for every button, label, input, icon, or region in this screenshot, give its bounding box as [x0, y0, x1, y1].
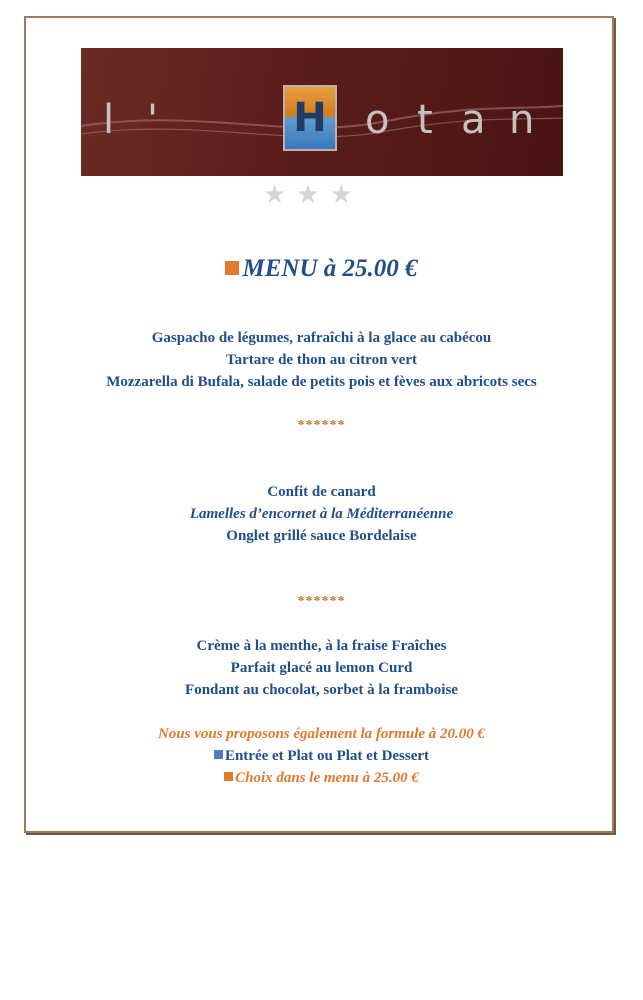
- section-separator: ******: [297, 594, 346, 609]
- section-separator: ******: [297, 418, 346, 433]
- formula-option-text: Entrée et Plat ou Plat et Dessert: [224, 748, 430, 764]
- logo-letter: a: [461, 97, 486, 143]
- starter-item: Gaspacho de légumes, rafraîchi à la glace au cabécou: [151, 330, 492, 346]
- formula-option: [0, 746, 643, 766]
- logo-letter: ': [147, 97, 158, 143]
- main-item: Onglet grillé sauce Bordelaise: [226, 528, 417, 544]
- rating-stars: ★★★: [263, 180, 363, 210]
- formula-option-text: Choix dans le menu à 25.00 €: [235, 770, 419, 786]
- main-item: Confit de canard: [267, 484, 376, 500]
- formula-intro: Nous vous proposons également la formule à 20.00 €: [157, 726, 486, 742]
- dessert-item: Fondant au chocolat, sorbet à la framboise: [185, 682, 458, 698]
- square-bullet-icon: [224, 772, 233, 781]
- logo-letter-box: [283, 85, 337, 151]
- starter-item: Tartare de thon au citron vert: [226, 352, 417, 368]
- menu-title-text: MENU à 25.00 €: [242, 255, 418, 282]
- square-bullet-icon: [214, 750, 223, 759]
- logo-letter: o: [365, 97, 390, 143]
- starter-item: Mozzarella di Bufala, salade de petits pois et fèves aux abricots secs: [106, 374, 537, 390]
- square-bullet-icon: [225, 261, 239, 275]
- dessert-item: Crème à la menthe, à la fraise Fraîches: [196, 638, 447, 654]
- hotel-logo: [81, 48, 563, 210]
- logo-letter: l: [103, 97, 115, 143]
- formula-option: [0, 768, 643, 788]
- dessert-item: Parfait glacé au lemon Curd: [230, 660, 413, 676]
- logo-letter: t: [417, 97, 433, 143]
- logo-letter-h: H: [293, 95, 327, 141]
- main-item: Lamelles d’encornet à la Méditerranéenne: [189, 506, 454, 522]
- logo-letter: n: [509, 97, 535, 143]
- menu-title: [0, 254, 643, 284]
